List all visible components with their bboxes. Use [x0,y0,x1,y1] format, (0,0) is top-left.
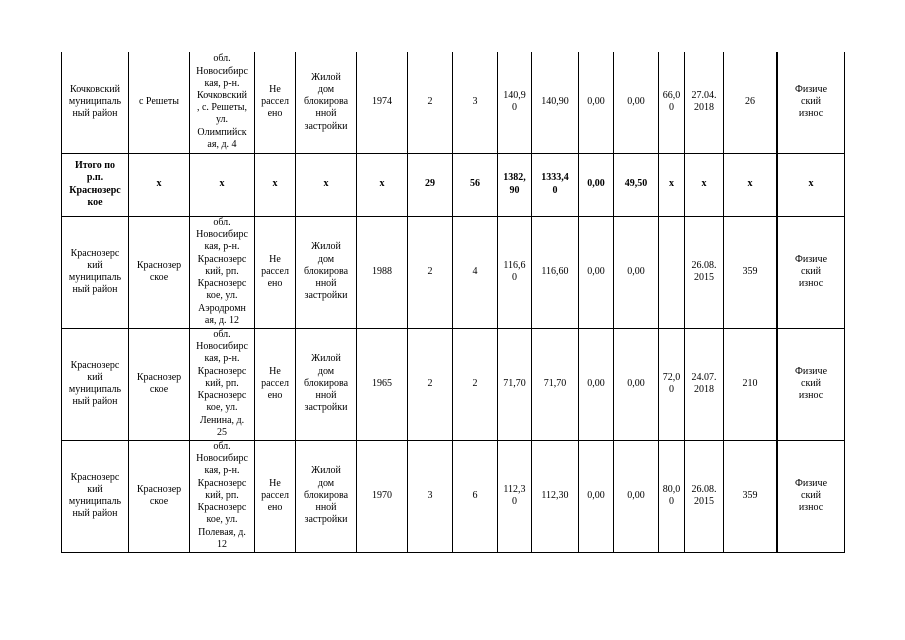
apartments-cell: 3 [453,52,498,153]
house-type-cell: Жилой дом блокирова нной застройки [296,440,357,552]
wear-cell: 80,0 0 [659,440,685,552]
settlement-cell: Краснозер ское [129,328,190,440]
wear-cell: х [659,153,685,216]
status-cell: Не рассел ено [255,440,296,552]
date-cell: 26.08. 2015 [685,440,724,552]
area-living-cell: 71,70 [532,328,579,440]
table-row [62,328,845,440]
area-total-cell: 71,70 [498,328,532,440]
area-b-cell: 49,50 [614,153,659,216]
wear-cell: 72,0 0 [659,328,685,440]
date-cell: х [685,153,724,216]
house-type-cell: Жилой дом блокирова нной застройки [296,328,357,440]
apartments-cell: 2 [453,328,498,440]
date-cell: 24.07. 2018 [685,328,724,440]
floors-cell: 3 [408,440,453,552]
area-b-cell: 0,00 [614,440,659,552]
reason-cell: х [778,153,845,216]
settlement-cell: х [129,153,190,216]
housing-table [61,52,845,553]
status-cell: Не рассел ено [255,216,296,328]
residents-cell: 210 [724,328,777,440]
area-living-cell: 112,30 [532,440,579,552]
apartments-cell: 6 [453,440,498,552]
status-cell: Не рассел ено [255,52,296,153]
area-living-cell: 116,60 [532,216,579,328]
table-row [62,216,845,328]
residents-cell: 26 [724,52,777,153]
wear-cell: 66,0 0 [659,52,685,153]
reason-cell: Физиче ский износ [778,52,845,153]
address-cell: обл. Новосибирс кая, р-н. Краснозерс кий, рп. Краснозерс кое, ул. Ленина, д. 25 [190,328,255,440]
reason-cell: Физиче ский износ [778,328,845,440]
total-row [62,153,845,216]
year-cell: х [357,153,408,216]
municipality-cell: Итого по р.п. Краснозерс кое [62,153,129,216]
year-cell: 1988 [357,216,408,328]
year-cell: 1965 [357,328,408,440]
area-b-cell: 0,00 [614,328,659,440]
area-a-cell: 0,00 [579,153,614,216]
house-type-cell: Жилой дом блокирова нной застройки [296,216,357,328]
area-b-cell: 0,00 [614,216,659,328]
area-living-cell: 140,90 [532,52,579,153]
municipality-cell: Краснозерс кий муниципаль ный район [62,440,129,552]
house-type-cell: х [296,153,357,216]
reason-cell: Физиче ский износ [778,216,845,328]
area-total-cell: 112,3 0 [498,440,532,552]
address-cell: обл. Новосибирс кая, р-н. Краснозерс кий, рп. Краснозерс кое, ул. Аэродромн ая, д. 12 [190,216,255,328]
residents-cell: х [724,153,777,216]
address-cell: обл. Новосибирс кая, р-н. Краснозерс кий, рп. Краснозерс кое, ул. Полевая, д. 12 [190,440,255,552]
municipality-cell: Кочковский муниципаль ный район [62,52,129,153]
year-cell: 1974 [357,52,408,153]
date-cell: 26.08. 2015 [685,216,724,328]
area-a-cell: 0,00 [579,440,614,552]
municipality-cell: Краснозерс кий муниципаль ный район [62,328,129,440]
address-cell: обл. Новосибирс кая, р-н. Кочковский , с. Решеты, ул. Олимпийск ая, д. 4 [190,52,255,153]
residents-cell: 359 [724,216,777,328]
area-a-cell: 0,00 [579,328,614,440]
settlement-cell: Краснозер ское [129,216,190,328]
area-b-cell: 0,00 [614,52,659,153]
table-row [62,440,845,552]
wear-cell [659,216,685,328]
apartments-cell: 56 [453,153,498,216]
year-cell: 1970 [357,440,408,552]
apartments-cell: 4 [453,216,498,328]
address-cell: х [190,153,255,216]
status-cell: Не рассел ено [255,328,296,440]
status-cell: х [255,153,296,216]
area-a-cell: 0,00 [579,52,614,153]
area-a-cell: 0,00 [579,216,614,328]
floors-cell: 2 [408,216,453,328]
floors-cell: 29 [408,153,453,216]
residents-cell: 359 [724,440,777,552]
settlement-cell: с Решеты [129,52,190,153]
floors-cell: 2 [408,52,453,153]
municipality-cell: Краснозерс кий муниципаль ный район [62,216,129,328]
table-row [62,52,845,153]
house-type-cell: Жилой дом блокирова нной застройки [296,52,357,153]
area-total-cell: 140,9 0 [498,52,532,153]
floors-cell: 2 [408,328,453,440]
reason-cell: Физиче ский износ [778,440,845,552]
area-total-cell: 1382, 90 [498,153,532,216]
area-total-cell: 116,6 0 [498,216,532,328]
date-cell: 27.04. 2018 [685,52,724,153]
area-living-cell: 1333,4 0 [532,153,579,216]
settlement-cell: Краснозер ское [129,440,190,552]
